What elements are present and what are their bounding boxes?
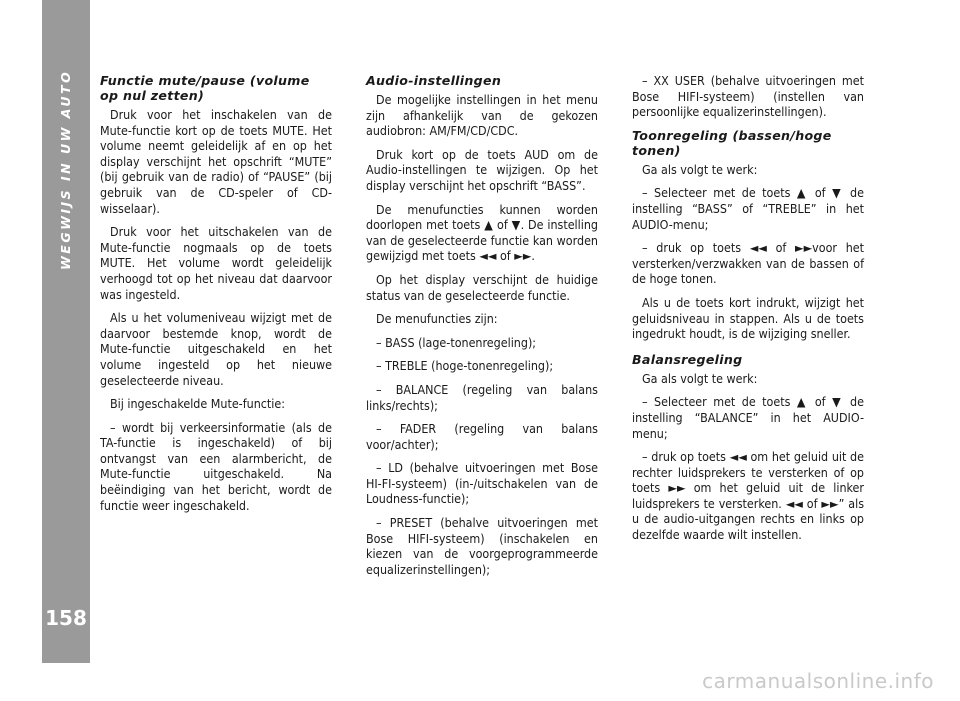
paragraph: – Selecteer met de toets ▲ of ▼ de instelling “BASS” of “TREBLE” in het AUDIO-menu; [632,185,864,232]
heading-mute: Functie mute/pause (volume op nul zetten) [100,73,310,103]
column-2 [366,73,598,585]
heading-balance: Balansregeling [632,351,743,367]
list-item: – XX USER (behalve uitvoeringen met Bose HIFI-systeem) (instellen van persoonlijke equalizerinstellingen). [632,73,864,120]
paragraph: – wordt bij verkeersinformatie (als de TA-functie is ingeschakeld) of bij ontvangst van een alarmbericht, de Mute-functie uitgeschakeld. Na beëindiging van het bericht, wordt de functie weer ingeschakeld. [100,419,332,513]
paragraph: – druk op toets ◄◄ om het geluid uit de rechter luidsprekers te versterken of op toets ►► om het geluid uit de linker luidsprekers te versterken. ◄◄ of ►►” als u de audio-uitgangen rechts en links op dezelfde waarde wilt instellen. [632,449,864,543]
sidebar-title: WEGWIJS IN UW AUTO [58,70,73,271]
paragraph: Druk voor het uitschakelen van de Mute-functie nogmaals op de toets MUTE. Het volume wordt geleidelijk verhoogd tot op het niveau dat daarvoor was ingesteld. [100,224,332,302]
paragraph: – druk op toets ◄◄ of ►►voor het versterken/verzwakken van de bassen of de hoge tonen. [632,240,864,287]
list-item: – BASS (lage-tonenregeling); [376,334,537,350]
paragraph: Druk kort op de toets AUD om de Audio-instellingen te wijzigen. Op het display verschijnt het opschrift “BASS”. [366,146,598,193]
watermark: carmanualsonline.info [702,669,934,693]
heading-audio-settings: Audio-instellingen [366,73,502,88]
heading-tone-control: Toonregeling (bassen/hoge tonen) [632,127,832,158]
paragraph: Op het display verschijnt de huidige status van de geselecteerde functie. [366,271,598,303]
column-1 [100,73,332,521]
page-number: 158 [45,606,87,630]
paragraph: De mogelijke instellingen in het menu zijn afhankelijk van de gekozen audiobron: AM/FM/CD/CDC. [366,92,598,139]
paragraph: Als u het volumeniveau wijzigt met de daarvoor bestemde knop, wordt de Mute-functie uitgeschakeld en het volume ingesteld op het nieuwe geselecteerde niveau. [100,310,332,388]
list-item: – BALANCE (regeling van balans links/rechts); [366,381,598,413]
paragraph: Bij ingeschakelde Mute-functie: [110,396,285,412]
paragraph: Ga als volgt te werk: [642,161,758,177]
list-item: – LD (behalve uitvoeringen met Bose HI-FI-systeem) (in-/uitschakelen van de Loudness-functie); [366,460,598,507]
list-item: – TREBLE (hoge-tonenregeling); [376,358,554,374]
paragraph: Ga als volgt te werk: [642,370,758,386]
paragraph: De menufuncties zijn: [376,311,498,327]
column-3 [632,73,864,551]
paragraph: De menufuncties kunnen worden doorlopen met toets ▲ of ▼. De instelling van de geselecteerde functie kan worden gewijzigd met toets ◄◄ of ►►. [366,201,598,264]
list-item: – PRESET (behalve uitvoeringen met Bose HIFI-systeem) (inschakelen en kiezen van de voorgeprogrammeerde equalizerinstellingen); [366,515,598,577]
list-item: – FADER (regeling van balans voor/achter); [366,421,598,452]
paragraph: – Selecteer met de toets ▲ of ▼ de instelling “BALANCE” in het AUDIO-menu; [632,394,864,441]
paragraph: Druk voor het inschakelen van de Mute-functie kort op de toets MUTE. Het volume neemt geleidelijk af en op het display verschijnt het opschrift “MUTE” (bij gebruik van de radio) of “PAUSE” (bij gebruik van de CD-speler of CD-wisselaar). [100,107,332,216]
paragraph: Als u de toets kort indrukt, wijzigt het geluidsniveau in stappen. Als u de toets ingedrukt houdt, is de wijziging sneller. [632,294,864,342]
